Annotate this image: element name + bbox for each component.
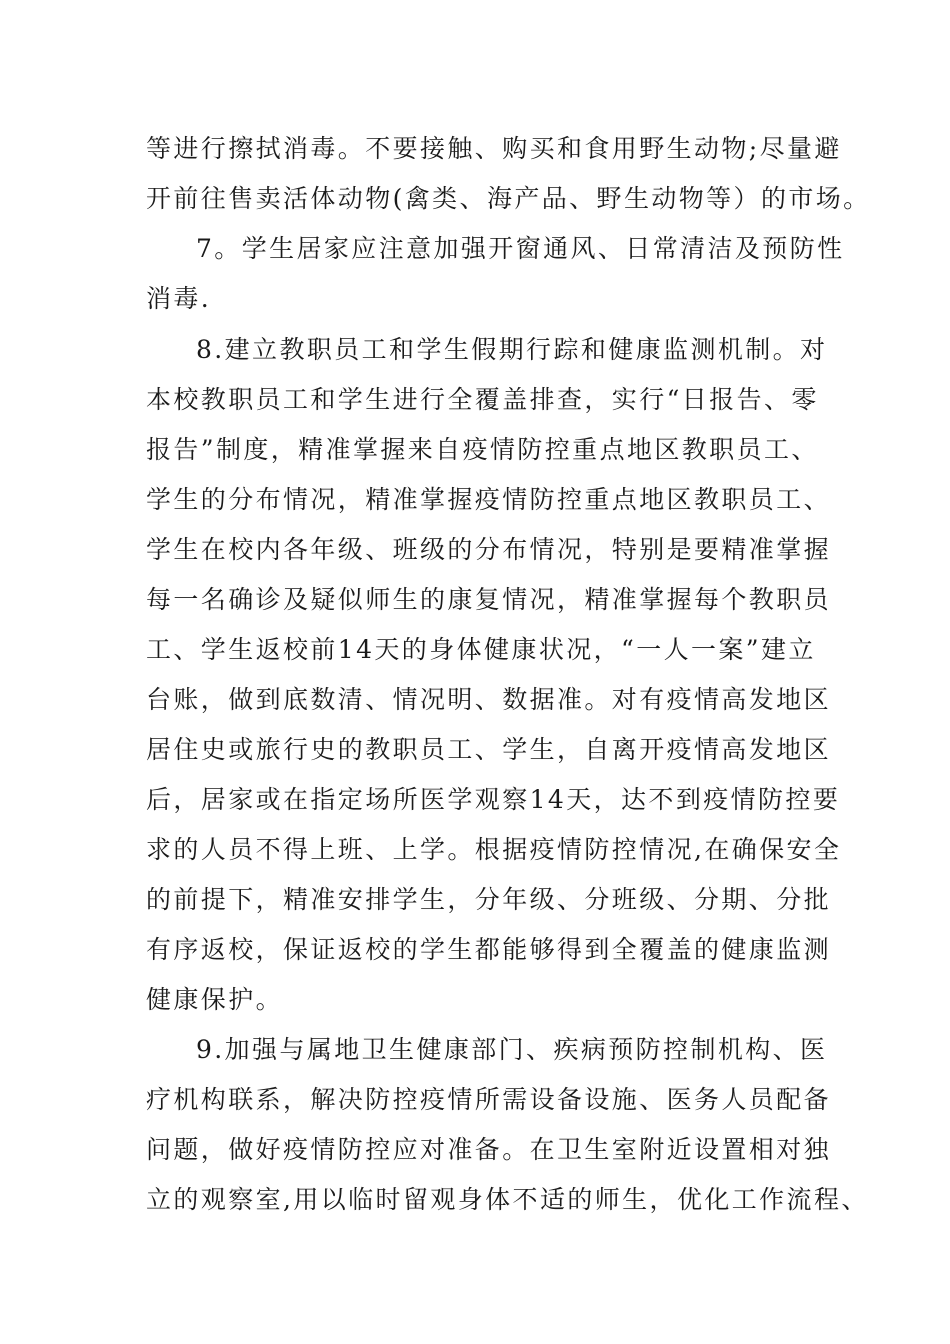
paragraph-9-line-4: 立的观察室,用以临时留观身体不适的师生，优化工作流程、 bbox=[146, 1185, 869, 1214]
paragraph-6-line-2: 等进行擦拭消毒。不要接触、购买和食用野生动物;尽量避 bbox=[146, 134, 842, 163]
paragraph-8-line-3: 报告”制度，精准掌握来自疫情防控重点地区教职员工、 bbox=[146, 435, 819, 464]
paragraph-6-line-3: 开前往售卖活体动物(禽类、海产品、野生动物等）的市场。 bbox=[146, 184, 871, 213]
paragraph-8-line-6: 每一名确诊及疑似师生的康复情况，精准掌握每个教职员 bbox=[146, 585, 832, 614]
paragraph-8-line-13: 有序返校，保证返校的学生都能够得到全覆盖的健康监测 bbox=[146, 935, 832, 964]
paragraph-8-line-14: 健康保护。 bbox=[146, 985, 284, 1014]
paragraph-8-line-11: 求的人员不得上班、上学。根据疫情防控情况,在确保安全 bbox=[146, 835, 842, 864]
paragraph-9-line-1: 9.加强与属地卫生健康部门、疾病预防控制机构、医 bbox=[196, 1035, 828, 1064]
paragraph-8-line-4: 学生的分布情况，精准掌握疫情防控重点地区教职员工、 bbox=[146, 485, 832, 514]
paragraph-8-line-10: 后，居家或在指定场所医学观察14天，达不到疫情防控要 bbox=[146, 785, 841, 814]
paragraph-8-line-1: 8.建立教职员工和学生假期行踪和健康监测机制。对 bbox=[196, 335, 828, 364]
paragraph-8-line-9: 居住史或旅行史的教职员工、学生，自离开疫情高发地区 bbox=[146, 735, 832, 764]
paragraph-8-line-5: 学生在校内各年级、班级的分布情况，特别是要精准掌握 bbox=[146, 535, 832, 564]
paragraph-7-line-2: 消毒. bbox=[146, 284, 212, 313]
paragraph-9-line-3: 问题，做好疫情防控应对准备。在卫生室附近设置相对独 bbox=[146, 1135, 832, 1164]
paragraph-9-line-2: 疗机构联系，解决防控疫情所需设备设施、医务人员配备 bbox=[146, 1085, 832, 1114]
paragraph-8-line-2: 本校教职员工和学生进行全覆盖排查，实行“日报告、零 bbox=[146, 385, 819, 414]
paragraph-7-line-1: 7。学生居家应注意加强开窗通风、日常清洁及预防性 bbox=[196, 234, 845, 263]
paragraph-8-line-7: 工、学生返校前14天的身体健康状况，“一人一案”建立 bbox=[146, 635, 816, 664]
paragraph-8-line-8: 台账，做到底数清、情况明、数据准。对有疫情高发地区 bbox=[146, 685, 832, 714]
paragraph-8-line-12: 的前提下，精准安排学生，分年级、分班级、分期、分批 bbox=[146, 885, 832, 914]
